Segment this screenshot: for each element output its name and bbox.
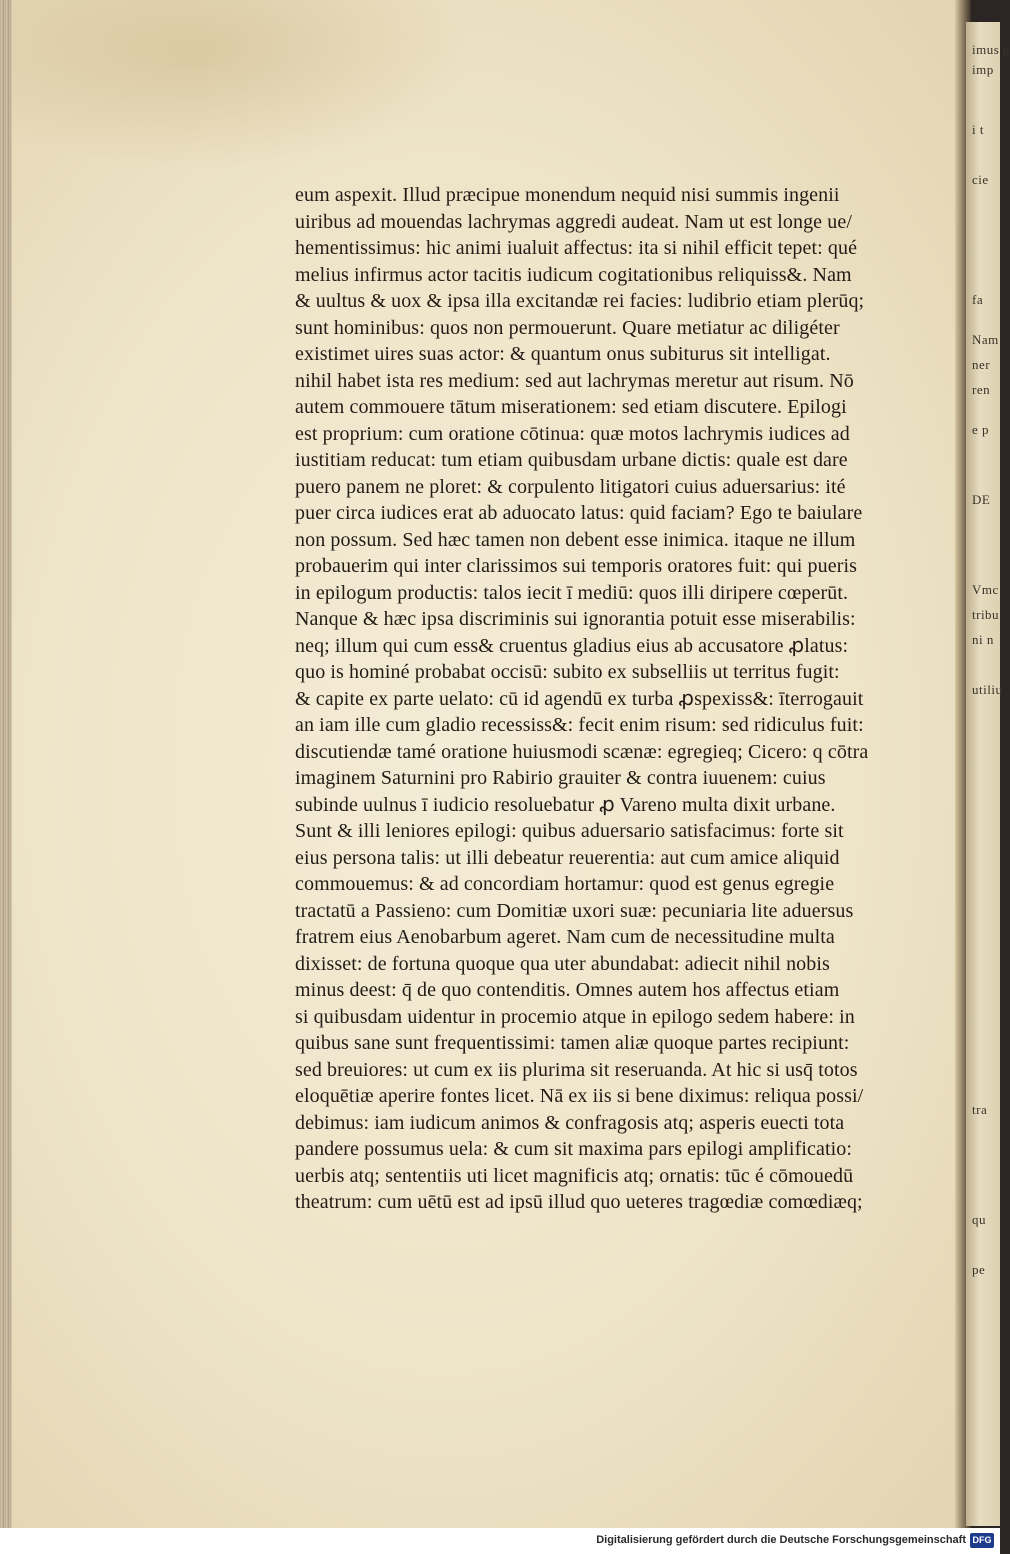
text-line: existimet uires suas actor: & quantum onus subiturus sit intelligat. (295, 343, 831, 365)
facing-page-fragment: tribu (972, 607, 1000, 622)
facing-page-edge (966, 22, 1010, 1526)
text-line: quibus sane sunt frequentissimi: tamen aliæ quoque partes recipiunt: (295, 1032, 850, 1054)
text-line: tractatū a Passieno: cum Domitiæ uxori suæ: pecuniaria lite aduersus (295, 899, 854, 922)
facing-page-fragment: ner (972, 357, 991, 372)
text-line: eloquētiæ aperire fontes licet. Nā ex iis si bene diximus: reliqua possi/ (295, 1085, 864, 1107)
text-line: pandere possumus uela: & cum sit maxima pars epilogi amplificatio: (295, 1138, 853, 1160)
footer-credit: Digitalisierung gefördert durch die Deutsche Forschungsgemeinschaft (596, 1534, 966, 1546)
facing-page-fragment: imus ḡ (972, 42, 1010, 57)
text-line: imaginem Saturnini pro Rabirio grauiter & contra iuuenem: cuius (295, 767, 826, 789)
facing-page-fragment: tra (972, 1102, 988, 1117)
footer-bar (0, 1528, 1000, 1554)
text-line: neq; illum qui cum ess& cruentus gladius eius ab accusatore ꝓlatus: (295, 634, 849, 657)
text-line: iustitiam reducat: tum etiam quibusdam urbane dictis: quale est dare (295, 449, 848, 471)
text-line: subinde uulnus ī iudicio resoluebatur ꝓ Vareno multa dixit urbane. (295, 793, 836, 816)
text-line: sunt hominibus: quos non permouerunt. Quare metiatur ac diligéter (295, 316, 840, 339)
text-line: dixisset: de fortuna quoque qua uter abundabat: adiecit nihil nobis (295, 952, 830, 975)
text-line: an iam ille cum gladio recessiss&: fecit enim risum: sed ridiculus fuit: (295, 714, 864, 736)
text-line: discutiendæ tamé oratione huiusmodi scænæ: egregieq; Cicero: q cōtra (295, 740, 869, 763)
text-line: nihil habet ista res medium: sed aut lachrymas meretur aut risum. Nō (295, 369, 854, 392)
facing-page-fragment: imp (972, 62, 994, 77)
text-line: non possum. Sed hæc tamen non debent esse inimica. itaque ne illum (295, 528, 856, 551)
text-line: hementissimus: hic animi iualuit affectus: ita si nihil efficit tepet: qué (295, 237, 858, 259)
text-line: melius infirmus actor tacitis iudicum cogitationibus reliquiss&. Nam (295, 263, 852, 286)
text-line: eum aspexit. Illud præcipue monendum nequid nisi summis ingenii (295, 184, 840, 206)
facing-page-fragment: pe (972, 1262, 986, 1277)
text-line: & capite ex parte uelato: cū id agendū ex turba ꝓspexiss&: īterrogauit (295, 687, 864, 710)
text-line: probauerim qui inter clarissimos sui temporis oratores fuit: qui pueris (295, 555, 857, 577)
text-line: & uultus & uox & ipsa illa excitandæ rei facies: ludibrio etiam plerūq; (295, 290, 865, 312)
text-line: eius persona talis: ut illi debeatur reuerentia: aut cum amice aliquid (295, 846, 840, 869)
body-text (295, 182, 915, 1216)
facing-page-fragment: Nam (972, 332, 999, 347)
text-line: est proprium: cum oratione cōtinua: quæ motos lachrymis iudices ad (295, 422, 850, 445)
text-line: Sunt & illi leniores epilogi: quibus aduersario satisfacimus: forte sit (295, 820, 844, 842)
facing-page-fragment: e p (972, 422, 990, 437)
facing-page-fragment: ni n (972, 632, 994, 647)
book-page (12, 0, 970, 1528)
text-line: autem commouere tātum miserationem: sed etiam discutere. Epilogi (295, 396, 847, 418)
text-line: puero panem ne ploret: & corpulento litigatori cuius aduersarius: ité (295, 475, 846, 498)
text-line: in epilogum productis: talos iecit ī mediū: quos illi diripere cœperūt. (295, 581, 849, 604)
dfg-logo: DFG (970, 1533, 994, 1548)
facing-page-fragment: Vmc (972, 582, 999, 597)
facing-page-fragment: fa (972, 292, 984, 307)
text-line: fratrem eius Aenobarbum ageret. Nam cum de necessitudine multa (295, 926, 835, 948)
text-line: debimus: iam iudicum animos & confragosis atq; asperis euecti tota (295, 1111, 845, 1134)
text-line: si quibusdam uidentur in procemio atque in epilogo sedem habere: in (295, 1005, 855, 1028)
facing-page-fragment: utiliu (972, 682, 1003, 697)
text-line: theatrum: cum uētū est ad ipsū illud quo ueteres tragœdiæ comœdiæq; (295, 1191, 863, 1213)
text-line: sed breuiores: ut cum ex iis plurima sit reseruanda. At hic si usq̄ totos (295, 1058, 858, 1081)
text-line: minus deest: q̄ de quo contenditis. Omnes autem hos affectus etiam (295, 979, 840, 1001)
facing-page-fragment: ren (972, 382, 991, 397)
text-line: uiribus ad mouendas lachrymas aggredi audeat. Nam ut est longe ue/ (295, 210, 852, 233)
facing-page-fragment: i t (972, 122, 984, 137)
facing-page-fragment: DE (972, 492, 991, 507)
text-line: Nanque & hæc ipsa discriminis sui ignorantia potuit esse miserabilis: (295, 608, 856, 630)
text-line: commouemus: & ad concordiam hortamur: quod est genus egregie (295, 873, 835, 895)
text-line: puer circa iudices erat ab aduocato latus: quid faciam? Ego te baiulare (295, 502, 863, 524)
text-line: uerbis atq; sententiis uti licet magnificis atq; ornatis: tūc é cōmouedū (295, 1164, 854, 1187)
text-line: quo is hominé probabat occisū: subito ex subselliis ut territus fugit: (295, 661, 840, 683)
facing-page-fragment: qu (972, 1212, 986, 1227)
facing-page-fragment: cie (972, 172, 989, 187)
